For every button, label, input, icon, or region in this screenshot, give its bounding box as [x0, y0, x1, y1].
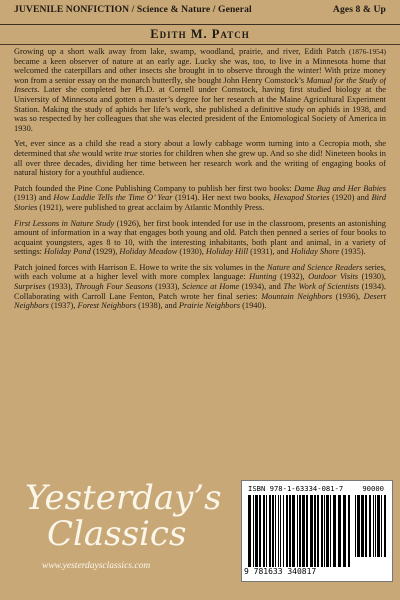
- bio-text: (1940).: [240, 301, 267, 311]
- bio-paragraph: [14, 184, 386, 213]
- bio-text: (1876-1954): [349, 47, 386, 56]
- barcode-bar: [259, 495, 261, 567]
- barcode-bar: [357, 495, 360, 557]
- bio-text: (1935).: [339, 247, 366, 257]
- book-title: Hexapod Stories: [273, 193, 330, 203]
- bio-text: (1934), and: [239, 282, 284, 292]
- bio-text: (1933),: [45, 282, 76, 292]
- barcode-bar: [365, 495, 367, 557]
- author-divider: [0, 44, 400, 45]
- barcode-bar: [266, 495, 267, 567]
- price-code-label: 90000: [362, 484, 384, 493]
- bio-paragraph: [14, 219, 386, 257]
- bio-text: (1920) and: [329, 193, 372, 203]
- book-title: Dame Bug and Her Babies: [294, 183, 386, 193]
- category-label: JUVENILE NONFICTION / Science & Nature / General: [14, 4, 252, 15]
- book-title: First Lessons in Nature Study: [14, 218, 115, 228]
- bio-text: . Later she completed her Ph.D. at Cornell under Comstock, having first studied biology at the University of Minnesota and gotten a master’s degree for her research at the Maine Agricultural Experiment Station. Making the study of aphids her life’s work, she published a definitive study on aphids in 1938, and was so respected by her colleagues that she was elected president of the Entomological Society of America in 1930.: [14, 85, 386, 133]
- bio-text: (1931), and: [248, 247, 291, 257]
- logo-line-1: Yesterday’s: [25, 478, 222, 518]
- book-title: Holiday Shore: [290, 247, 340, 257]
- barcode-bar: [369, 495, 371, 557]
- book-title: Outdoor Visits: [308, 272, 359, 282]
- barcode-bars: [248, 495, 350, 567]
- bio-text: (1913) and: [14, 193, 54, 203]
- barcode-bar: [278, 495, 279, 567]
- bio-text: series, with each volume at a higher level with more complex language:: [14, 262, 386, 282]
- book-title: she: [68, 148, 80, 158]
- book-title: Forest Neighbors: [77, 301, 137, 311]
- bio-text: became a keen observer of nature at an early age. Lucky she was, too, to live in a Minnesota home that welcomed the caterpillars and other insects she brought in to observe through the winter! With prize money won from a senior essay on the monarch butterfly, she bought John Henry Comstock’s: [14, 56, 386, 85]
- author-biography: [14, 47, 386, 465]
- book-title: The Work of Scientists: [283, 282, 360, 292]
- barcode-bar: [377, 495, 380, 557]
- barcode-bar: [348, 495, 350, 567]
- barcode-bar: [384, 495, 386, 557]
- bio-text: (1936),: [332, 291, 364, 301]
- price-barcode-bars: [355, 495, 387, 557]
- barcode-bar: [283, 495, 284, 567]
- book-title: Holiday Meadow: [119, 247, 178, 257]
- barcode-bar: [272, 495, 274, 567]
- barcode-bar: [306, 495, 308, 567]
- isbn-label: ISBN 978-1-63334-081-7: [248, 484, 344, 493]
- bio-paragraph: [14, 263, 386, 311]
- bio-text: Patch founded the Pine Cone Publishing Company to publish her first two books:: [14, 183, 295, 193]
- barcode-bar: [255, 495, 258, 567]
- bio-paragraph: [14, 47, 386, 133]
- bio-text: (1937),: [48, 301, 78, 311]
- barcode-bar: [248, 495, 251, 567]
- bio-text: (1933),: [152, 282, 183, 292]
- book-title: true: [124, 148, 138, 158]
- barcode-bar: [321, 495, 323, 567]
- book-title: Mountain Neighbors: [261, 291, 333, 301]
- isbn-barcode: [241, 480, 393, 582]
- barcode-bar: [299, 495, 301, 567]
- publisher-url[interactable]: www.yesterdaysclassics.com: [42, 561, 151, 571]
- bio-text: (1930),: [358, 272, 386, 282]
- barcode-bar: [292, 495, 295, 567]
- book-title: Holiday Hill: [205, 247, 249, 257]
- barcode-bar: [324, 495, 325, 567]
- category-line: [14, 4, 386, 15]
- bio-text: (1934). Collaborating with Carroll Lane Fenton, Patch wrote her final series:: [14, 282, 386, 301]
- book-title: Prairie Neighbors: [178, 301, 241, 311]
- logo-line-2: Classics: [47, 514, 187, 554]
- barcode-bar: [253, 495, 254, 567]
- book-title: Desert Neighbors: [14, 291, 386, 311]
- publisher-logo: [25, 478, 222, 554]
- bio-text: (1932),: [276, 272, 309, 282]
- bio-text: (1914). Her next two books,: [172, 193, 274, 203]
- book-title: Hunting: [249, 272, 277, 282]
- barcode-bar: [297, 495, 298, 567]
- barcode-bar: [280, 495, 281, 567]
- barcode-bar: [375, 495, 376, 557]
- bio-text: would write: [79, 148, 125, 158]
- bio-text: stories for children when she grew up. And so she did! Nineteen books in all over three decades, dividing her time between her research work and the writing of engaging books of natural history for a youthful audience.: [14, 148, 386, 178]
- age-label: Ages 8 & Up: [332, 4, 386, 15]
- barcode-bar: [343, 495, 346, 567]
- barcode-bar: [310, 495, 313, 567]
- barcode-bar: [286, 495, 288, 567]
- barcode-digits: 9 781633 340817: [244, 567, 317, 576]
- bio-text: (1938), and: [136, 301, 179, 311]
- barcode-bar: [381, 495, 382, 557]
- book-title: Holiday Pond: [44, 247, 91, 257]
- book-title: Nature and Science Readers: [266, 262, 363, 272]
- book-title: Bird Stories: [14, 193, 386, 212]
- barcode-bar: [302, 495, 305, 567]
- barcode-bar: [275, 495, 276, 567]
- barcode-bar: [373, 495, 374, 557]
- book-title: How Laddie Tells the Time O’ Year: [53, 193, 173, 203]
- bio-paragraph: [14, 139, 386, 177]
- book-title: Through Four Seasons: [75, 282, 153, 292]
- bio-text: Patch joined forces with Harrison E. Howe to write the six volumes in the: [14, 262, 267, 272]
- bio-text: Yet, ever since as a child she read a story about a lowly cabbage worm turning into a Cecropia moth, she determined that: [14, 139, 386, 158]
- bio-text: (1930),: [177, 247, 206, 257]
- book-title: Science at Home: [182, 282, 240, 292]
- bio-text: (1929),: [90, 247, 120, 257]
- barcode-bar: [361, 495, 364, 557]
- book-title: Surprises: [14, 282, 46, 292]
- barcode-bar: [330, 495, 331, 567]
- bio-text: (1921), were published to great acclaim by Atlantic Monthly Press.: [37, 202, 265, 212]
- barcode-bar: [338, 495, 341, 567]
- author-name: Edith M. Patch: [150, 27, 250, 41]
- book-title: Manual for the Study of Insects: [14, 75, 386, 95]
- barcode-bar: [289, 495, 291, 567]
- barcode-bar: [269, 495, 271, 567]
- barcode-bar: [263, 495, 265, 567]
- barcode-bar: [326, 495, 329, 567]
- barcode-bar: [314, 495, 316, 567]
- bio-text: (1926), her first book intended for use in the classroom, presents an astonishing amount of information in a way that engages both young and old. Patch then penned a series of four books to acquaint youngsters, ages 8 to 10, with the interesting inhabitants, both plant and animal, in a variety of settings:: [14, 218, 386, 257]
- bio-text: Growing up a short walk away from lake, swamp, woodland, prairie, and river, Edith Patch: [14, 47, 350, 56]
- barcode-bar: [317, 495, 319, 567]
- barcode-bar: [333, 495, 336, 567]
- barcode-bar: [355, 495, 356, 557]
